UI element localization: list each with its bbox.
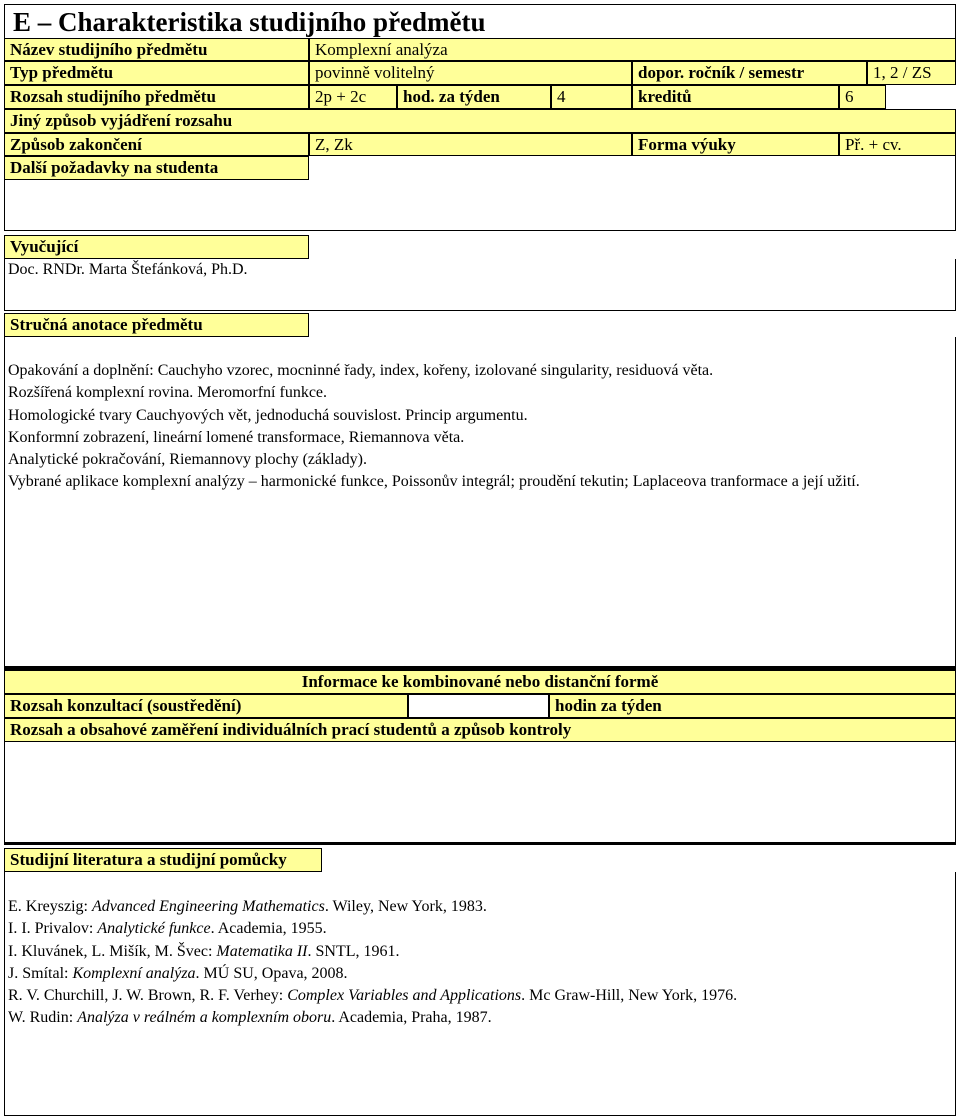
course-name-label: Název studijního předmětu xyxy=(4,38,309,61)
consult-hours-unit: hodin za týden xyxy=(549,694,956,718)
course-type-label: Typ předmětu xyxy=(4,61,309,85)
year-semester-label: dopor. ročník / semestr xyxy=(632,61,867,85)
consult-value-field xyxy=(408,694,549,718)
annotation-line: Konformní zobrazení, lineární lomené transformace, Riemannova věta. xyxy=(8,428,465,446)
section-divider xyxy=(4,842,956,845)
combined-heading-text: Informace ke kombinované nebo distanční formě xyxy=(301,672,659,691)
literature-item: I. I. Privalov: Analytické funkce. Academia, 1955. xyxy=(8,920,327,938)
annotation-text xyxy=(8,360,938,494)
course-type-value: povinně volitelný xyxy=(309,61,632,85)
literature-label: Studijní literatura a studijní pomůcky xyxy=(4,848,322,872)
literature-list xyxy=(8,896,948,1030)
literature-item: I. Kluvánek, L. Mišík, M. Švec: Matematika II. SNTL, 1961. xyxy=(8,942,400,960)
teachers-label: Vyučující xyxy=(4,235,309,259)
literature-item: R. V. Churchill, J. W. Brown, R. F. Verhey: Complex Variables and Applications. Mc Graw-Hill, New York, 1976. xyxy=(8,987,738,1005)
page-title-text: E – Charakteristika studijního předmětu xyxy=(13,7,486,37)
requirements-label: Další požadavky na studenta xyxy=(4,156,309,180)
credits-label: kreditů xyxy=(632,85,839,109)
individual-work-label: Rozsah a obsahové zaměření individuálních prací studentů a způsob kontroly xyxy=(4,718,956,742)
completion-label: Způsob zakončení xyxy=(4,133,309,156)
consult-label: Rozsah konzultací (soustředění) xyxy=(4,694,408,718)
credits-value: 6 xyxy=(839,85,886,109)
annotation-line: Analytické pokračování, Riemannovy plochy (základy). xyxy=(8,451,367,469)
form-label: Forma výuky xyxy=(632,133,839,156)
literature-item: E. Kreyszig: Advanced Engineering Mathematics. Wiley, New York, 1983. xyxy=(8,898,487,915)
literature-item: J. Smítal: Komplexní analýza. MÚ SU, Opava, 2008. xyxy=(8,964,348,982)
course-name-value: Komplexní analýza xyxy=(309,38,956,61)
year-semester-value: 1, 2 / ZS xyxy=(867,61,956,85)
annotation-label: Stručná anotace předmětu xyxy=(4,313,309,337)
annotation-line: Homologické tvary Cauchyových vět, jednoduchá souvislost. Princip argumentu. xyxy=(8,406,528,424)
annotation-line: Rozšířená komplexní rovina. Meromorfní funkce. xyxy=(8,384,328,402)
form-value: Př. + cv. xyxy=(839,133,956,156)
page-title xyxy=(4,4,956,38)
hours-label: hod. za týden xyxy=(397,85,551,109)
scope-label: Rozsah studijního předmětu xyxy=(4,85,309,109)
annotation-line: Opakování a doplnění: Cauchyho vzorec, mocninné řady, index, kořeny, izolované singularity, residuová věta. xyxy=(8,362,714,379)
literature-item: W. Rudin: Analýza v reálném a komplexním oboru. Academia, Praha, 1987. xyxy=(8,1009,492,1027)
requirements-area xyxy=(4,156,956,231)
annotation-line: Vybrané aplikace komplexní analýzy – harmonické funkce, Poissonův integrál; proudění tekutin; Laplaceova tranformace a její užití. xyxy=(8,473,860,491)
scope-value: 2p + 2c xyxy=(309,85,397,109)
combined-heading xyxy=(4,670,956,694)
teachers-names: Doc. RNDr. Marta Štefánková, Ph.D. xyxy=(8,261,248,278)
other-scope-label: Jiný způsob vyjádření rozsahu xyxy=(4,109,956,133)
hours-value: 4 xyxy=(551,85,632,109)
completion-value: Z, Zk xyxy=(309,133,632,156)
